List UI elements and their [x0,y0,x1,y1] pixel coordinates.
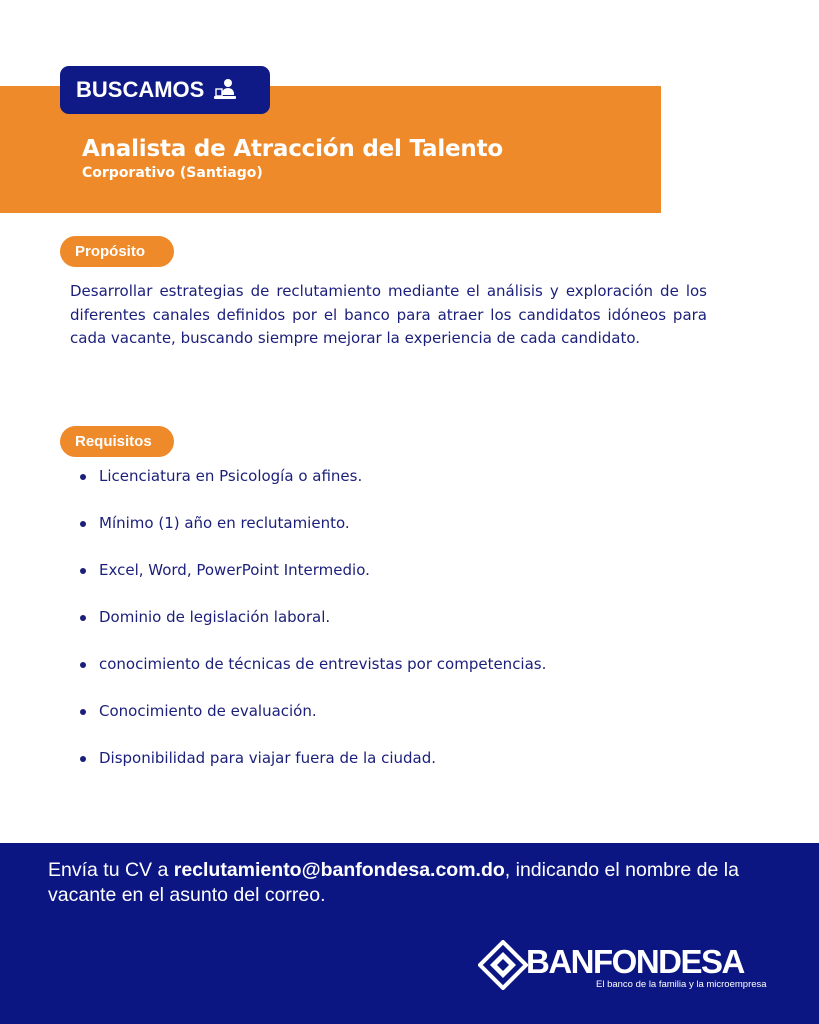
buscamos-label: BUSCAMOS [76,77,205,102]
bullet-icon [80,568,86,574]
job-location: Corporativo (Santiago) [82,165,263,181]
footer-text-after: , indicando el nombre de la vacante en el asunto del correo. [48,859,739,906]
bullet-icon [80,521,86,527]
bullet-icon [80,615,86,621]
list-item [80,512,720,559]
requirements-list [80,465,720,794]
buscamos-tag [60,66,270,114]
purpose-text: Desarrollar estrategias de reclutamiento mediante el análisis y exploración de los diferentes canales definidos por el banco para atraer los candidatos idóneos para cada vacante, buscando siempre mejorar la experiencia de cada candidato. [70,282,707,347]
bullet-icon [80,709,86,715]
requirement-text: conocimiento de técnicas de entrevistas por competencias. [99,655,547,673]
email-link[interactable]: reclutamiento@banfondesa.com.do [173,859,505,881]
bullet-icon [80,756,86,762]
banfondesa-logo [478,938,767,993]
requirement-text: Licenciatura en Psicología o afines. [99,467,363,485]
requirement-text: Conocimiento de evaluación. [99,702,317,720]
diamond-logo-icon [478,940,528,990]
logo-tagline: El banco de la familia y la microempresa [596,979,767,990]
footer-instructions [48,858,778,908]
requirement-text: Dominio de legislación laboral. [99,608,331,626]
person-at-laptop-icon [212,77,238,103]
list-item [80,700,720,747]
bullet-icon [80,662,86,668]
purpose-heading: Propósito [60,236,174,267]
logo-wordmark: BANFONDESA [526,943,744,980]
requirements-heading: Requisitos [60,426,174,457]
footer-text-before: Envía tu CV a [48,859,174,881]
list-item [80,465,720,512]
list-item [80,747,720,794]
list-item [80,606,720,653]
requirement-text: Excel, Word, PowerPoint Intermedio. [99,561,370,579]
list-item [80,559,720,606]
requirement-text: Disponibilidad para viajar fuera de la ciudad. [99,749,437,767]
requirement-text: Mínimo (1) año en reclutamiento. [99,514,350,532]
job-title: Analista de Atracción del Talento [82,136,503,162]
bullet-icon [80,474,86,480]
list-item [80,653,720,700]
